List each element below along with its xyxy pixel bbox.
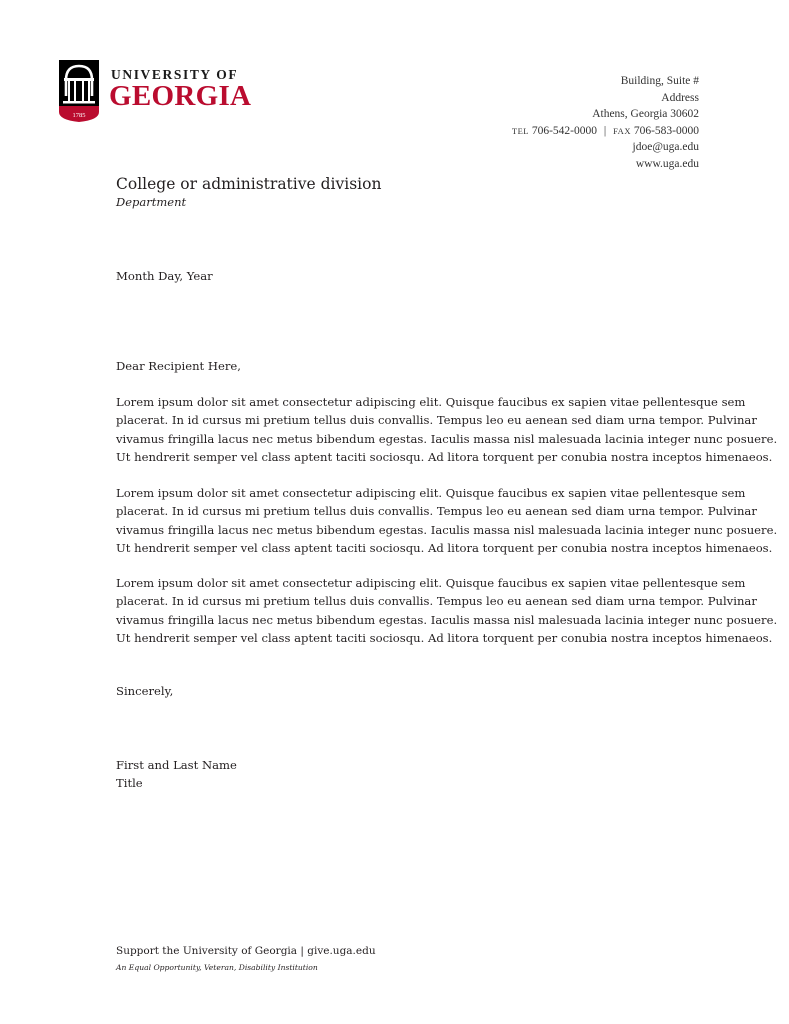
paragraph-line: vivamus fringilla lacus nec metus bibendum egestas. Iaculis massa nisl malesuada lacinia integer nunc posuere. — [116, 522, 778, 537]
footer-eeo-statement: An Equal Opportunity, Veteran, Disability Institution — [116, 963, 318, 972]
salutation: Dear Recipient Here, — [116, 359, 241, 373]
paragraph-line: vivamus fringilla lacus nec metus bibendum egestas. Iaculis massa nisl malesuada lacinia integer nunc posuere. — [116, 431, 778, 446]
paragraph-line: Lorem ipsum dolor sit amet consectetur adipiscing elit. Quisque faucibus ex sapien vitae pellentesque sem — [116, 486, 746, 500]
tel-number: 706-542-0000 — [531, 124, 598, 137]
logo-wordmark-line2: GEORGIA — [109, 80, 252, 112]
paragraph-line: Lorem ipsum dolor sit amet consectetur adipiscing elit. Quisque faucibus ex sapien vitae pellentesque sem — [116, 576, 746, 590]
separator: | — [603, 124, 607, 137]
footer-support-line: Support the University of Georgia | give.uga.edu — [116, 945, 376, 957]
paragraph-line: Ut hendrerit semper vel class aptent taciti sociosqu. Ad litora torquent per conubia nostra inceptos himenaeos. — [116, 449, 773, 464]
address-city: Athens, Georgia 30602 — [592, 108, 699, 120]
website-link[interactable]: www.uga.edu — [635, 157, 699, 170]
logo-year: 1785 — [72, 112, 86, 119]
tel-label: TEL — [511, 125, 529, 136]
paragraph-line: Ut hendrerit semper vel class aptent taciti sociosqu. Ad litora torquent per conubia nostra inceptos himenaeos. — [116, 630, 773, 645]
address-street: Address — [661, 91, 699, 104]
paragraph-line: Ut hendrerit semper vel class aptent taciti sociosqu. Ad litora torquent per conubia nostra inceptos himenaeos. — [116, 540, 773, 555]
department-name: Department — [116, 195, 187, 209]
paragraph-line: placerat. In id cursus mi pretium tellus duis convallis. Tempus leo eu aenean sed diam urna tempor. Pulvinar — [116, 504, 757, 519]
body-paragraph — [116, 484, 778, 557]
paragraph-line: vivamus fringilla lacus nec metus bibendum egestas. Iaculis massa nisl malesuada lacinia integer nunc posuere. — [116, 612, 778, 627]
phone-fax-line — [512, 123, 699, 140]
address-block — [512, 73, 699, 172]
email-link[interactable]: jdoe@uga.edu — [632, 141, 699, 153]
body-paragraph — [116, 393, 778, 466]
arch-shield-icon — [59, 60, 99, 122]
body-paragraph — [116, 574, 778, 647]
fax-label: FAX — [613, 125, 631, 136]
closing: Sincerely, — [116, 684, 174, 698]
address-building: Building, Suite # — [620, 75, 699, 87]
uga-logo — [59, 60, 259, 124]
fax-number: 706-583-0000 — [633, 124, 699, 137]
signer-title: Title — [116, 776, 143, 790]
paragraph-line: Lorem ipsum dolor sit amet consectetur adipiscing elit. Quisque faucibus ex sapien vitae pellentesque sem — [116, 395, 746, 409]
letter-date: Month Day, Year — [116, 269, 213, 283]
paragraph-line: placerat. In id cursus mi pretium tellus duis convallis. Tempus leo eu aenean sed diam urna tempor. Pulvinar — [116, 594, 757, 609]
signer-name: First and Last Name — [116, 758, 237, 772]
division-name: College or administrative division — [116, 175, 382, 193]
logo-wordmark-line1: UNIVERSITY OF — [111, 67, 239, 82]
paragraph-line: placerat. In id cursus mi pretium tellus duis convallis. Tempus leo eu aenean sed diam urna tempor. Pulvinar — [116, 413, 757, 428]
